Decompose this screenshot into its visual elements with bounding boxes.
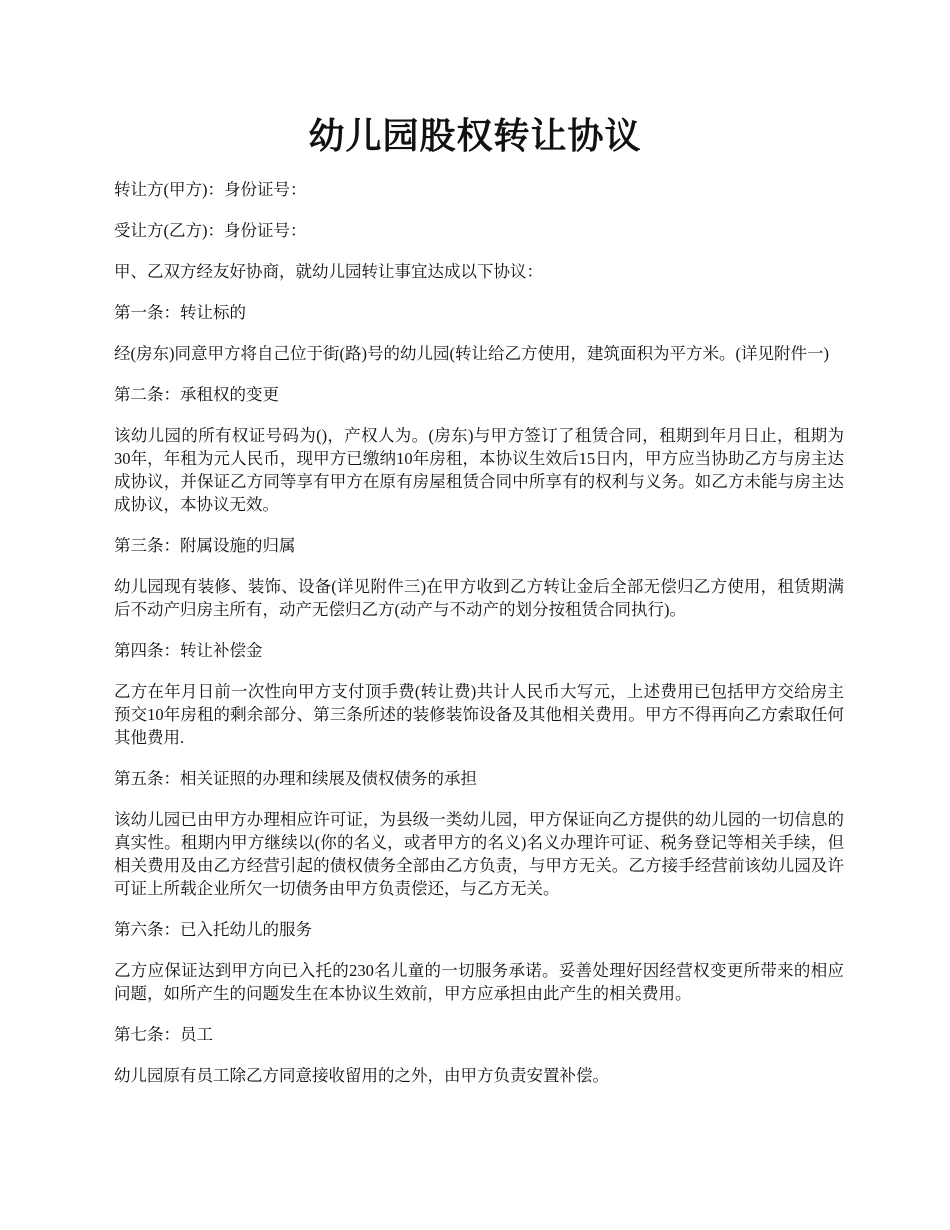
- article-5-heading: 第五条：相关证照的办理和续展及债权债务的承担: [114, 769, 477, 788]
- document-body: [114, 178, 844, 1105]
- article-7-heading: 第七条：员工: [114, 1025, 213, 1044]
- preamble: 甲、乙双方经友好协商，就幼儿园转让事宜达成以下协议：: [114, 262, 543, 281]
- article-2-body: 该幼儿园的所有权证号码为()，产权人为。(房东)与甲方签订了租赁合同，租期到年月日止，租期为30年，年租为元人民币，现甲方已缴纳10年房租，本协议生效后15日内，甲方应当协助乙方与房主达成协议，并保证乙方同等享有甲方在原有房屋租赁合同中所享有的权利与义务。如乙方未能与房主达成协议，本协议无效。: [114, 426, 844, 514]
- article-3-heading: 第三条：附属设施的归属: [114, 536, 296, 555]
- article-1-body: 经(房东)同意甲方将自己位于街(路)号的幼儿园(转让给乙方使用，建筑面积为平方米。(详见附件一): [114, 344, 829, 363]
- article-7-body: 幼儿园原有员工除乙方同意接收留用的之外，由甲方负责安置补偿。: [114, 1066, 609, 1085]
- article-6-heading: 第六条：已入托幼儿的服务: [114, 920, 312, 939]
- article-3-body: 幼儿园现有装修、装饰、设备(详见附件三)在甲方收到乙方转让金后全部无偿归乙方使用，租赁期满后不动产归房主所有，动产无偿归乙方(动产与不动产的划分按租赁合同执行)。: [114, 577, 844, 619]
- article-2-heading: 第二条：承租权的变更: [114, 385, 279, 404]
- article-5-body: 该幼儿园已由甲方办理相应许可证，为县级一类幼儿园，甲方保证向乙方提供的幼儿园的一切信息的真实性。租期内甲方继续以(你的名义，或者甲方的名义)名义办理许可证、税务登记等相关手续，但相关费用及由乙方经营引起的债权债务全部由乙方负责，与甲方无关。乙方接手经营前该幼儿园及许可证上所载企业所欠一切债务由甲方负责偿还，与乙方无关。: [114, 810, 844, 898]
- document-title: 幼儿园股权转让协议: [308, 116, 642, 156]
- article-6-body: 乙方应保证达到甲方向已入托的230名儿童的一切服务承诺。妥善处理好因经营权变更所带来的相应问题，如所产生的问题发生在本协议生效前，甲方应承担由此产生的相关费用。: [114, 961, 844, 1003]
- article-4-body: 乙方在年月日前一次性向甲方支付顶手费(转让费)共计人民币大写元，上述费用已包括甲方交给房主预交10年房租的剩余部分、第三条所述的装修装饰设备及其他相关费用。甲方不得再向乙方索取任何其他费用.: [114, 682, 844, 747]
- article-1-heading: 第一条：转让标的: [114, 303, 246, 322]
- party-b-line: 受让方(乙方)：身份证号：: [114, 221, 307, 240]
- party-a-line: 转让方(甲方)：身份证号：: [114, 180, 307, 199]
- article-4-heading: 第四条：转让补偿金: [114, 641, 263, 660]
